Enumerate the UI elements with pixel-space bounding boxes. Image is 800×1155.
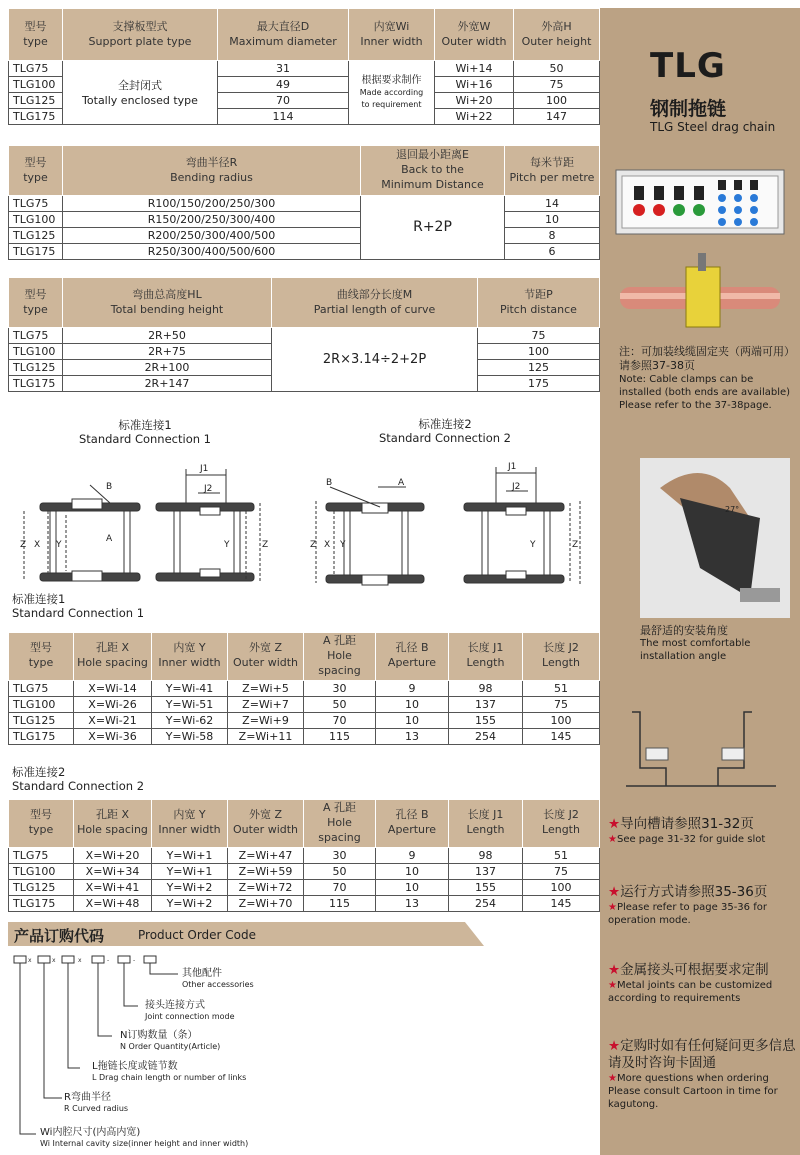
table-row: TLG100 R150/200/250/300/400 10 — [9, 212, 600, 228]
svg-text:Y: Y — [530, 540, 536, 550]
svg-text:X: X — [324, 540, 331, 550]
product-title: 钢制拖链 — [650, 98, 727, 120]
table-row: TLG100 2R+75 100 — [9, 344, 600, 360]
order-code-title: 产品订购代码 — [14, 927, 105, 945]
conn2-caption: 标准连接2 Standard Connection 2 — [378, 417, 511, 445]
table-row: TLG125 R200/250/300/400/500 8 — [9, 228, 600, 244]
order-item-cavity: Wi内腔尺寸(内高内宽) Wi Internal cavity size(inner height and inner width) — [40, 1127, 249, 1148]
conn2-table-title: 标准连接2 Standard Connection 2 — [12, 765, 145, 793]
table-row: TLG100 49 Wi+16 75 — [9, 77, 600, 93]
col-support: 支撑板型式 Support plate type — [63, 9, 218, 61]
svg-text:Z: Z — [572, 540, 579, 550]
guide-slot-note: ★导向槽请参照31-32页 ★See page 31-32 for guide slot — [608, 816, 766, 845]
svg-text:x: x — [52, 957, 56, 964]
table-row: TLG125 X=Wi-21 Y=Wi-62 Z=Wi+9 70 10 155 100 — [9, 712, 600, 728]
curve-length-cell: 2R×3.14÷2+2P — [272, 328, 478, 392]
table-row: TLG75 2R+50 2R×3.14÷2+2P 75 — [9, 328, 600, 344]
svg-text:B: B — [106, 482, 113, 492]
svg-text:J2: J2 — [204, 484, 213, 494]
order-item-radius: R弯曲半径 R Curved radius — [64, 1092, 129, 1113]
table-row: TLG175 2R+147 175 — [9, 376, 600, 392]
svg-text:Y: Y — [340, 540, 346, 550]
svg-text:A: A — [398, 478, 405, 488]
col-max-diameter: 最大直径D Maximum diameter — [218, 9, 349, 61]
table-bending-height: 型号 type 弯曲总高度HL Total bending height 曲线部分长度M Partial length of curve 节距P Pitch distance TLG75 2R+50 2R×3.14÷2+2P 75 TLG100 2R+75 100 TLG125 2R+100 125 TLG175 2R+147 175 — [8, 277, 600, 392]
back-distance-cell: R+2P — [361, 196, 505, 260]
table-row: TLG100 X=Wi-26 Y=Wi-51 Z=Wi+7 50 10 137 75 — [9, 696, 600, 712]
svg-text:Y: Y — [224, 540, 230, 550]
col-outer-width: 外宽W Outer width — [435, 9, 514, 61]
svg-text:Z: Z — [20, 540, 27, 550]
cable-clamp-note: 注：可加装线缆固定夹（两端可用）请参照37-38页 Note: Cable clamps can be installed (both ends are available) Please refer to the 37-38page. — [619, 345, 791, 411]
svg-text:A: A — [106, 534, 113, 544]
table-row: TLG175 X=Wi+48 Y=Wi+2 Z=Wi+70 115 13 254 145 — [9, 895, 600, 911]
order-item-joint: 接头连接方式 Joint connection mode — [145, 1000, 235, 1021]
table-row: TLG175 114 Wi+22 147 — [9, 109, 600, 125]
svg-text:x: x — [28, 957, 32, 964]
table-dimensions — [8, 8, 600, 125]
col-outer-height: 外高H Outer height — [514, 9, 600, 61]
connection-diagrams — [10, 455, 600, 590]
table-row: TLG75 X=Wi-14 Y=Wi-41 Z=Wi+5 30 9 98 51 — [9, 680, 600, 696]
svg-text:-: - — [133, 957, 136, 964]
metal-joint-note: ★金属接头可根据要求定制 ★Metal joints can be customized according to requirements — [608, 962, 773, 1004]
svg-text:Z: Z — [310, 540, 317, 550]
svg-text:Z: Z — [262, 540, 269, 550]
inner-width-cell: 根据要求制作 Made according to requirement — [349, 61, 435, 125]
table-row: TLG125 70 Wi+20 100 — [9, 93, 600, 109]
svg-text:Y: Y — [56, 540, 62, 550]
table-row: TLG125 2R+100 125 — [9, 360, 600, 376]
svg-text:-: - — [107, 957, 110, 964]
installation-angle-image — [640, 458, 790, 618]
table-row: TLG75 R100/150/200/250/300 R+2P 14 — [9, 196, 600, 212]
svg-text:X: X — [34, 540, 41, 550]
guide-slot-image — [626, 708, 786, 798]
svg-text:J1: J1 — [200, 464, 209, 474]
side-panel — [600, 8, 800, 1155]
support-type-cell: 全封闭式 Totally enclosed type — [63, 61, 218, 125]
svg-text:J2: J2 — [512, 482, 521, 492]
order-item-accessories: 其他配件 Other accessories — [182, 968, 254, 989]
order-item-length: L拖链长度或链节数 L Drag chain length or number of links — [92, 1061, 247, 1082]
table-row: TLG175 X=Wi-36 Y=Wi-58 Z=Wi+11 115 13 254 145 — [9, 728, 600, 744]
angle-value: 27° — [725, 505, 740, 514]
cable-clamp-image — [620, 253, 780, 333]
svg-text:J1: J1 — [508, 462, 517, 472]
operation-mode-note: ★运行方式请参照35-36页 ★Please refer to page 35-36 for operation mode. — [608, 884, 768, 926]
brand-logo: TLG — [650, 46, 726, 86]
conn1-table-title: 标准连接1 Standard Connection 1 — [12, 592, 145, 620]
conn1-caption: 标准连接1 Standard Connection 1 — [78, 418, 211, 446]
table-bending-radius: 型号 type 弯曲半径R Bending radius 退回最小距离E Back to the Minimum Distance 每米节距 Pitch per metre TLG75 R100/150/200/250/300 R+2P 14 TLG100 R150/200/250/300/400 10 TLG125 R200/250/300/400/500 8 TLG175 R250/300/400/500/600 6 — [8, 145, 600, 260]
consult-note: ★定购时如有任何疑问更多信息请及时咨询卡固通 ★More questions when ordering Please consult Cartoon in time for kagutong. — [608, 1038, 796, 1110]
table-row: TLG100 X=Wi+34 Y=Wi+1 Z=Wi+59 50 10 137 75 — [9, 863, 600, 879]
table-row: TLG125 X=Wi+41 Y=Wi+2 Z=Wi+72 70 10 155 100 — [9, 879, 600, 895]
order-code-title-en: Product Order Code — [138, 928, 257, 942]
col-inner-width: 内宽Wi Inner width — [349, 9, 435, 61]
svg-text:x: x — [78, 957, 82, 964]
col-type: 型号 type — [9, 9, 63, 61]
svg-text:B: B — [326, 478, 333, 488]
order-item-quantity: N订购数量（条） N Order Quantity(Article) — [120, 1030, 221, 1051]
table-row: TLG175 R250/300/400/500/600 6 — [9, 244, 600, 260]
product-subtitle: TLG Steel drag chain — [650, 120, 776, 134]
table-connection-1: 型号 type 孔距 X Hole spacing 内宽 Y Inner width 外宽 Z Outer width A 孔距 Hole spacing 孔径 B Aperture 长度 J1 Length 长度 J2 Length TLG75 X=Wi-14 Y=Wi-41 Z=Wi+5 30 9 98 51 TLG100 X=Wi-26 Y=Wi-51 Z=Wi+7 50 10 137 75 TLG125 X=Wi-21 Y=Wi-62 Z=Wi+9 70 10 155 100 TLG175 X=Wi-36 Y=Wi-58 Z=Wi+11 115 13 254 145 — [8, 632, 600, 745]
table-row: TLG75 X=Wi+20 Y=Wi+1 Z=Wi+47 30 9 98 51 — [9, 847, 600, 863]
installation-angle-caption: 最舒适的安装角度 The most comfortable installation angle — [640, 624, 751, 662]
table-row: TLG75 全封闭式 Totally enclosed type 31 根据要求制作 Made according to requirement Wi+14 50 — [9, 61, 600, 77]
table-connection-2: 型号 type 孔距 X Hole spacing 内宽 Y Inner width 外宽 Z Outer width A 孔距 Hole spacing 孔径 B Aperture 长度 J1 Length 长度 J2 Length TLG75 X=Wi+20 Y=Wi+1 Z=Wi+47 30 9 98 51 TLG100 X=Wi+34 Y=Wi+1 Z=Wi+59 50 10 137 75 TLG125 X=Wi+41 Y=Wi+2 Z=Wi+72 70 10 155 100 TLG175 X=Wi+48 Y=Wi+2 Z=Wi+70 115 13 254 145 — [8, 799, 600, 912]
chain-cross-section-image — [614, 168, 786, 238]
